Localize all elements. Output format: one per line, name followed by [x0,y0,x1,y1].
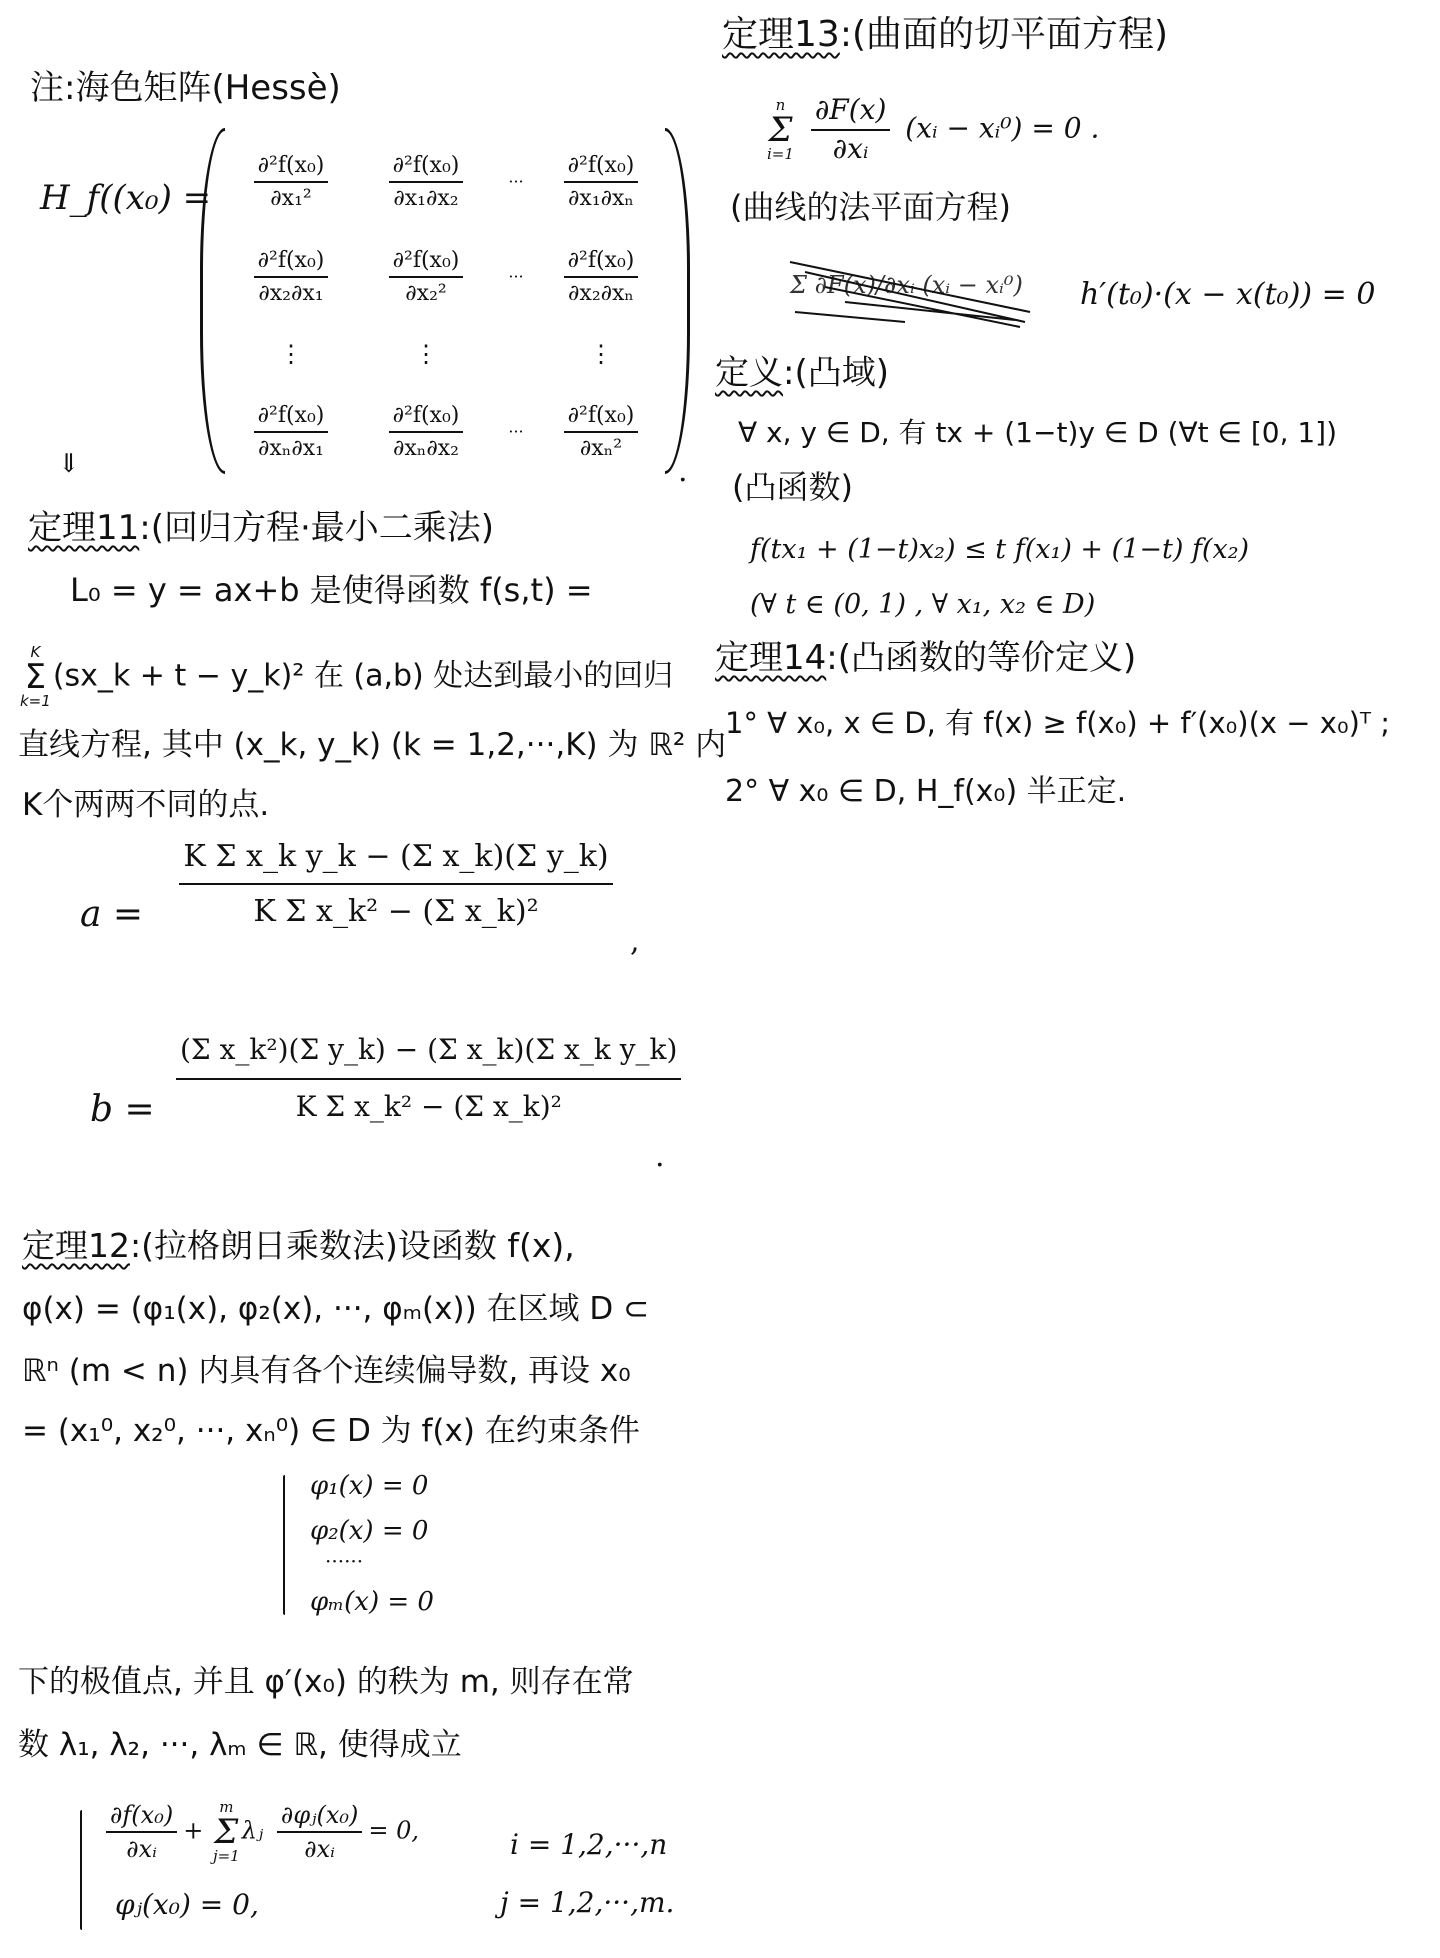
matrix-hdots: ··· [508,267,524,286]
df-dxi-fraction: $\frac{\text{∂f(x₀)}}{\text{∂xᵢ}}$ [106,1802,177,1863]
theorem13-title: :(曲面的切平面方程) [839,14,1169,55]
a-formula [170,840,622,928]
convex-function-inequality: f(tx₁ + (1−t)x₂) ≤ t f(x₁) + (1−t) f(x₂) [750,534,1250,565]
convex-function-subtitle: (凸函数) [732,468,853,506]
matrix-entry: $\frac{\text{∂²f(x₀)}}{\text{∂xₙ²}}$ [564,403,639,461]
matrix-entry: $\frac{\text{∂²f(x₀)}}{\text{∂x₁²}}$ [254,153,329,211]
hessian-matrix [200,128,690,476]
theorem14-label: 定理14 [715,638,827,678]
a-numerator: K Σ x_k y_k − (Σ x_k)(Σ y_k) [179,840,612,885]
a-trail: , [630,924,640,959]
theorem12-heading [22,1228,575,1264]
a-denominator: K Σ x_k² − (Σ x_k)² [253,894,539,929]
tangent-plane-equation: n Σ i=1 $\frac{\partial F(x)}{\text{∂xᵢ}}$ (xᵢ − xᵢ⁰) = 0 . [767,93,1100,165]
theorem13-heading [722,15,1168,55]
hessian-note-title: 注:海色矩阵(Hessè) [30,68,341,108]
theorem12-line3: ℝⁿ (m < n) 内具有各个连续偏导数, 再设 x₀ [22,1353,631,1389]
matrix-entry: $\frac{\text{∂²f(x₀)}}{\text{∂xₙ∂x₂}}$ [389,403,464,461]
lagrange-eq2-range: j = 1,2,···,m. [500,1886,675,1919]
theorem12-line5: 下的极值点, 并且 φ′(x₀) 的秩为 m, 则存在常 [18,1664,634,1700]
theorem14-item1: 1° ∀ x₀, x ∈ D, 有 f(x) ≥ f(x₀) + f′(x₀)(x − x₀)ᵀ ; [725,706,1391,740]
definition-label: 定义 [715,353,783,393]
b-fraction [176,1035,681,1123]
theorem14-item2: 2° ∀ x₀ ∈ D, H_f(x₀) 半正定. [725,774,1127,809]
matrix-entry: $\frac{\text{∂²f(x₀)}}{\text{∂xₙ∂x₁}}$ [254,403,329,461]
crossed-out-formula: Σ ∂F(x)/∂xᵢ (xᵢ − xᵢ⁰) [790,271,1023,299]
lagrange-eq2: φⱼ(x₀) = 0, [115,1888,259,1921]
theorem11-line2: K Σ k=1 (sx_k + t − y_k)² 在 (a,b) 处达到最小的回归 [20,643,674,710]
convex-domain-line: ∀ x, y ∈ D, 有 tx + (1−t)y ∈ D (∀t ∈ [0, 1]) [738,416,1338,449]
matrix-hdots: ··· [508,172,524,191]
theorem11-title: :(回归方程·最小二乘法) [139,508,495,548]
lagrange-eq1: $\frac{\text{∂f(x₀)}}{\text{∂xᵢ}}$ + m Σ j=1 λⱼ $\frac{\text{∂φⱼ(x₀)}}{\text{∂xᵢ}}$ = 0, [100,1800,419,1864]
b-denominator: K Σ x_k² − (Σ x_k)² [295,1089,562,1123]
summation: n Σ i=1 [767,95,794,163]
theorem14-title: :(凸函数的等价定义) [826,638,1137,678]
b-lhs: b = [90,1089,155,1130]
hessian-grid [226,134,666,479]
right-paren [665,128,690,474]
theorem11-line1: L₀ = y = ax+b 是使得函数 f(s,t) = [70,571,593,609]
theorem13-subtitle: (曲线的法平面方程) [730,188,1011,226]
normal-plane-equation: h′(t₀)·(x − x(t₀)) = 0 [1080,277,1376,312]
constraint-brace [283,1475,285,1615]
matrix-entry: $\frac{\text{∂²f(x₀)}}{\text{∂x₂∂xₙ}}$ [564,248,639,306]
theorem12-line2: φ(x) = (φ₁(x), φ₂(x), ···, φₘ(x)) 在区域 D ⊂ [22,1291,650,1327]
strikethrough-scribble [785,252,1035,332]
constraint-ellipsis: ······ [325,1549,364,1573]
system-brace [80,1810,82,1930]
matrix-end-period: . [678,454,688,489]
matrix-entry: $\frac{\text{∂²f(x₀)}}{\text{∂x₂∂x₁}}$ [254,248,329,306]
summation: m Σ j=1 [212,1798,240,1865]
definition-title: :(凸域) [783,353,889,393]
theorem12-title: :(拉格朗日乘数法)设函数 f(x), [130,1226,575,1265]
definition-heading [715,355,889,392]
a-lhs: a = [80,894,144,935]
b-formula [170,1035,687,1123]
constraint-1: φ₁(x) = 0 [310,1471,429,1501]
theorem12-line6: 数 λ₁, λ₂, ···, λₘ ∈ ℝ, 使得成立 [18,1727,462,1763]
constraint-m: φₘ(x) = 0 [310,1587,434,1617]
dphi-dxi-fraction: $\frac{\text{∂φⱼ(x₀)}}{\text{∂xᵢ}}$ [277,1802,362,1863]
matrix-vdots: ⋮ [279,340,303,368]
matrix-vdots: ⋮ [589,340,613,368]
hessian-lhs: H_f((x₀) = [40,178,212,218]
dF-dxi-fraction: $\frac{\partial F(x)}{\text{∂xᵢ}}$ [811,95,891,165]
summation: K Σ k=1 [20,643,51,710]
convex-function-condition: (∀ t ∈ (0, 1) , ∀ x₁, x₂ ∈ D) [750,589,1096,620]
theorem12-line4: = (x₁⁰, x₂⁰, ···, xₙ⁰) ∈ D 为 f(x) 在约束条件 [22,1413,640,1449]
matrix-entry: $\frac{\text{∂²f(x₀)}}{\text{∂x₂²}}$ [389,248,464,306]
b-numerator: (Σ x_k²)(Σ y_k) − (Σ x_k)(Σ x_k y_k) [176,1035,681,1080]
lagrange-eq1-range: i = 1,2,···,n [510,1828,668,1861]
matrix-hdots: ··· [508,422,524,441]
left-paren [200,128,225,474]
theorem11-label: 定理11 [28,508,140,548]
a-fraction [176,840,616,928]
matrix-vdots: ⋮ [414,340,438,368]
constraint-2: φ₂(x) = 0 [310,1516,429,1546]
theorem11-heading [28,510,494,547]
matrix-entry: $\frac{\text{∂²f(x₀)}}{\text{∂x₁∂x₂}}$ [389,153,464,211]
theorem11-line3: 直线方程, 其中 (x_k, y_k) (k = 1,2,···,K) 为 ℝ² 内 [18,727,727,763]
theorem13-label: 定理13 [722,14,840,55]
theorem14-heading [715,640,1136,677]
theorem11-line4: K个两两不同的点. [22,787,270,823]
theorem12-label: 定理12 [22,1226,130,1265]
b-trail: . [655,1139,665,1174]
implies-arrow-icon: ⇓ [58,449,80,479]
matrix-entry: $\frac{\text{∂²f(x₀)}}{\text{∂x₁∂xₙ}}$ [564,153,639,211]
